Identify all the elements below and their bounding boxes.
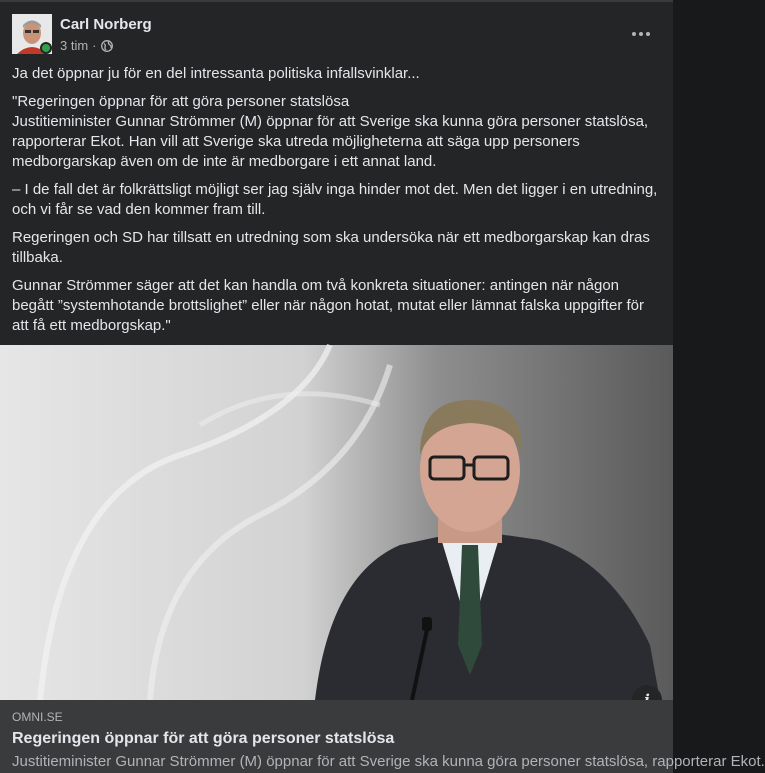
post-paragraph: Justitieminister Gunnar Strömmer (M) öppnar för att Sverige ska kunna göra personer statslösa, rapporterar Ekot. Han vill att Sverige ska utreda möjligheterna att säga upp personers medborgarskap även om de inte är medborgare i ett annat land. bbox=[12, 113, 649, 170]
post-time[interactable]: 3 tim bbox=[60, 38, 89, 53]
post-header bbox=[12, 14, 661, 58]
more-options-icon[interactable] bbox=[623, 22, 659, 46]
link-title[interactable]: Regeringen öppnar för att göra personer statslösa bbox=[12, 730, 395, 747]
post-paragraph: Gunnar Strömmer säger att det kan handla om två konkreta situationer: antingen när någon begått ”systemhotande brottslighet” eller när någon hotat, mutat eller lämnat falska uppgifter för att få ett medborgskap." bbox=[12, 277, 645, 334]
author-name[interactable]: Carl Norberg bbox=[60, 16, 152, 33]
post-paragraph: Ja det öppnar ju för en del intressanta politiska infallsvinklar... bbox=[12, 65, 420, 82]
link-preview-image[interactable] bbox=[0, 345, 673, 700]
meta-separator: · bbox=[92, 38, 97, 53]
post-paragraph: "Regeringen öppnar för att göra personer statslösa bbox=[12, 93, 350, 110]
post-meta bbox=[60, 38, 113, 54]
globe-icon bbox=[101, 40, 113, 52]
online-status-indicator bbox=[40, 42, 52, 54]
post-text bbox=[12, 64, 662, 344]
post-paragraph: – I de fall det är folkrättsligt möjligt ser jag själv inga hinder mot det. Men det ligger i en utredning, och vi får se vad den kommer fram till. bbox=[12, 181, 658, 218]
link-domain: OMNI.SE bbox=[12, 710, 63, 724]
link-preview-card[interactable] bbox=[0, 700, 765, 773]
post-paragraph: Regeringen och SD har tillsatt en utredning som ska undersöka när ett medborgarskap kan dras tillbaka. bbox=[12, 229, 650, 266]
link-description: Justitieminister Gunnar Strömmer (M) öppnar för att Sverige ska kunna göra personer statslösa, rapporterar Ekot. bbox=[12, 753, 765, 770]
